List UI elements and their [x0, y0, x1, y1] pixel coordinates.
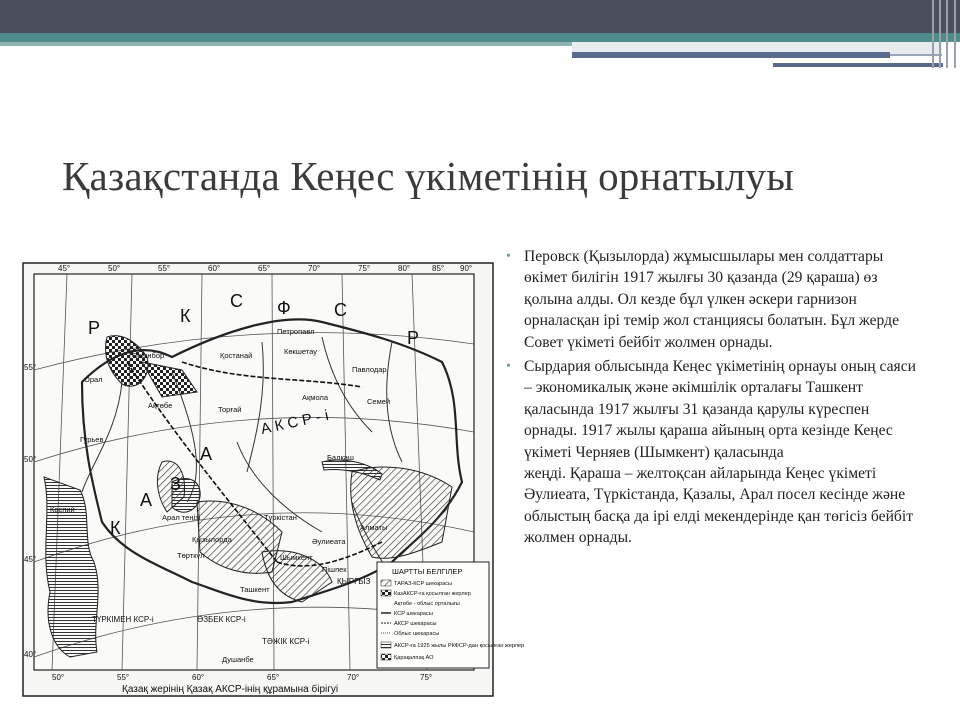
legend-item: АКСР-ға 1925 жылы РКФСР-дан қосылған жерлер [394, 643, 525, 649]
header-bar-dark [0, 0, 960, 33]
city-label: Шымкент [280, 553, 313, 562]
degree-label: 50° [52, 673, 65, 682]
degree-label: 85° [432, 264, 445, 273]
degree-label: 90° [460, 264, 473, 273]
city-label: Семей [367, 397, 391, 406]
city-label: Ақмола [302, 393, 328, 402]
city-label: Торғай [218, 405, 242, 414]
city-label: Душанбе [222, 655, 254, 664]
city-label: Гурьев [80, 435, 104, 444]
legend-item: Облыс шекарасы [394, 631, 440, 637]
city-label: Қызылорда [192, 535, 232, 544]
legend-item: АКСР шекарасы [394, 621, 437, 627]
map-big-letter: С [334, 300, 347, 320]
map-big-letter: Р [88, 318, 101, 338]
degree-label: 75° [420, 673, 433, 682]
header-stripe [572, 52, 890, 58]
bullet-text: Перовск (Қызылорда) жұмысшылары мен солдаттары өкімет билігін 1917 жылғы 30 қазанда (29 қараша) өз қолына алды. Ол кезде бұл үлкен әскери гарнизон орналасқан ірі темір жол станциясы болатын. Бұл жерде Совет үкіметі бейбіт жолмен орнады. [524, 248, 899, 351]
degree-label: 65° [258, 264, 271, 273]
degree-label: 80° [398, 264, 411, 273]
legend-item: КазАКСР-ға қосылған жерлер [394, 591, 471, 597]
region-label: ТӘЖІК КСР-і [262, 637, 310, 646]
map-caption: Қазақ жерінің Қазақ АКСР-інің құрамына бірігуі [122, 684, 339, 695]
degree-label: 40° [24, 650, 37, 659]
degree-label: 75° [358, 264, 371, 273]
city-label: Орал [84, 375, 103, 384]
degree-label: 55° [117, 673, 130, 682]
degree-label: 55° [24, 363, 37, 372]
city-label: Пішпек [322, 565, 347, 574]
map-big-letter: А [140, 490, 153, 510]
region-label: ҚЫРҒЫЗ [337, 577, 371, 586]
city-label: Арал теңізі [162, 513, 201, 522]
legend-title: ШАРТТЫ БЕЛГІЛЕР [392, 567, 463, 576]
city-label: Петропавл [277, 327, 315, 336]
legend-item: Қарақалпақ АО [394, 655, 434, 661]
region-label: ӨЗБЕК КСР-і [197, 615, 246, 624]
city-label: Балқаш [327, 453, 354, 462]
city-label: Алматы [360, 523, 388, 532]
map-big-letter: Р [407, 328, 420, 348]
bullet-text: жеңді. Қараша – желтоқсан айларында Кеңес үкіметі [524, 465, 877, 483]
city-label: Ташкент [240, 585, 270, 594]
legend-item: ТАРАЗ-КСР шекарасы [394, 581, 453, 587]
city-label: Павлодар [352, 365, 387, 374]
bullet-text: Сырдария облысында Кеңес үкіметінің орнауы оның саяси – экономикалық және әкімшілік орталағы Ташкент қаласында 1917 жылғы 31 қазанда қарулы күреспен орнады. 1917 жылы қараша айының орта кезінде Кеңес үкіметі Черняев (Шымкент) қаласында [524, 358, 916, 461]
header-stripe [773, 63, 943, 67]
degree-label: 70° [347, 673, 360, 682]
bullet-dot-icon: • [506, 359, 511, 375]
map-big-letter: К [110, 518, 121, 538]
header-vertical-lines [930, 0, 960, 68]
city-label: Әулиеата [312, 537, 346, 546]
slide-title: Қазақстанда Кеңес үкіметінің орнатылуы [62, 153, 794, 199]
city-label: Каспий [50, 505, 75, 514]
degree-label: 50° [24, 455, 37, 464]
degree-label: 70° [308, 264, 321, 273]
degree-label: 65° [267, 673, 280, 682]
header-bar-teal [0, 33, 960, 42]
city-label: Ақтөбе [148, 401, 173, 410]
city-label: Көкшетау [284, 347, 317, 356]
country-label: А К С Р - і [259, 406, 331, 438]
degree-label: 45° [24, 555, 37, 564]
bullet-text: Әулиеата, Түркістанда, Қазалы, Арал посел кесінде және облыстың басқа да ірі елді мекендерінде қан төгісіз бейбіт жолмен орнады. [524, 486, 914, 547]
map-big-letter: А [200, 444, 213, 464]
city-label: Қостанай [220, 351, 253, 360]
degree-label: 60° [208, 264, 221, 273]
bullet-item [506, 246, 918, 353]
map-big-letter: З [170, 474, 181, 494]
degree-label: 55° [158, 264, 171, 273]
bullet-list [506, 246, 918, 552]
degree-label: 50° [108, 264, 121, 273]
header-stripe [0, 42, 572, 46]
map-big-letter: Ф [277, 298, 291, 318]
bullet-item [506, 356, 918, 549]
map-big-letter: С [230, 291, 243, 311]
legend-item: Ақтөбе - облыс орталығы [394, 601, 460, 607]
degree-label: 45° [58, 264, 71, 273]
degree-label: 60° [192, 673, 205, 682]
bullet-dot-icon: • [506, 249, 511, 264]
city-label: Түркістан [264, 513, 297, 522]
legend-item: КСР шекарасы [394, 611, 433, 617]
map-big-letter: К [180, 306, 191, 326]
city-label: Орынбор [132, 351, 165, 360]
region-label: ТҮРКІМЕН КСР-і [92, 615, 154, 624]
city-label: Төрткүл [177, 551, 205, 560]
historical-map [22, 262, 525, 697]
